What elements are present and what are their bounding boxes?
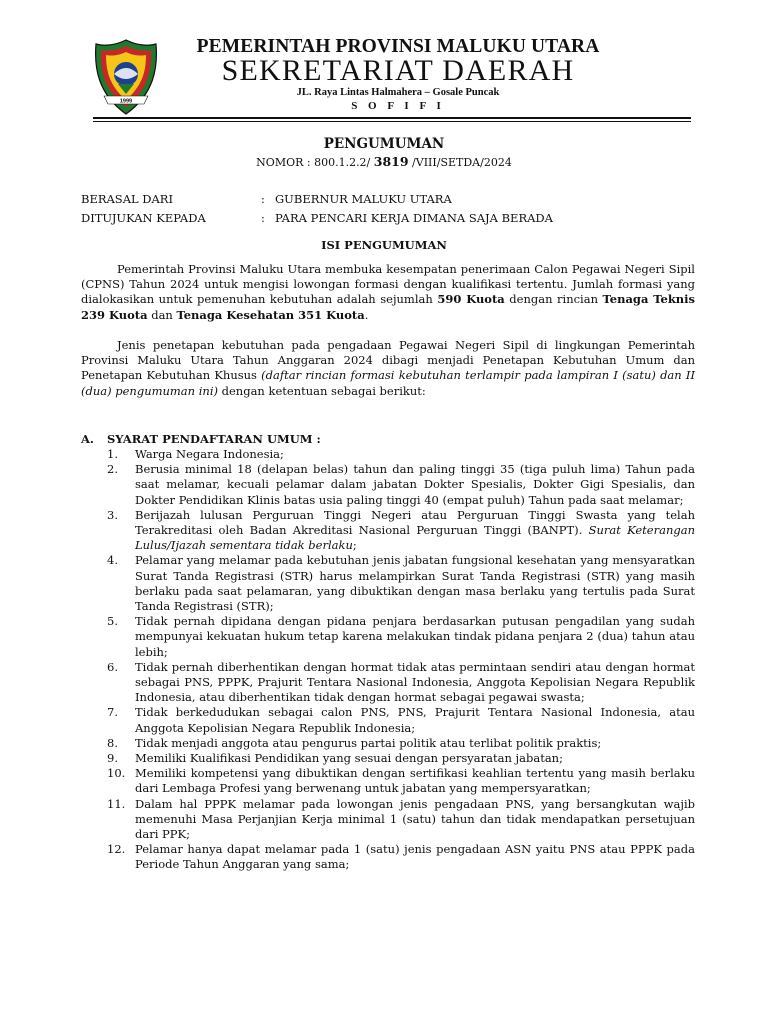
list-item	[81, 736, 695, 751]
letterhead-city: S O F I F I	[351, 100, 445, 112]
section-a-heading	[81, 432, 321, 446]
item-number: 3.	[107, 507, 118, 522]
meta-sep: :	[261, 211, 265, 225]
item-text: Pelamar yang melamar pada kebutuhan jenis jabatan fungsional kesehatan yang mensyaratkan Surat Tanda Registrasi (STR) harus melampirkan Surat Tanda Registrasi (STR) yang masih berlaku pada saat pelamaran, yang dibuktikan dengan masa berlaku yang tertulis pada Surat Tanda Registrasi (STR);	[135, 553, 695, 614]
nomor-number: 3819	[373, 154, 409, 169]
meta-key: BERASAL DARI	[81, 192, 174, 206]
item-number: 10.	[107, 766, 126, 781]
item-number: 4.	[107, 553, 118, 568]
emblem-year: 1999	[119, 98, 133, 105]
list-item	[81, 766, 695, 796]
item-text: Pelamar hanya dapat melamar pada 1 (satu) jenis pengadaan ASN yaitu PNS atau PPPK pada Periode Tahun Anggaran yang sama;	[135, 842, 695, 872]
item-text: Memiliki kompetensi yang dibuktikan dengan sertifikasi keahlian tertentu yang masih berlaku dari Lembaga Profesi yang berwenang untuk jabatan yang mempersyaratkan;	[135, 766, 695, 796]
letterhead-government: PEMERINTAH PROVINSI MALUKU UTARA	[196, 36, 600, 57]
document-number	[0, 154, 768, 169]
para1-text: dan	[147, 307, 177, 322]
list-item	[81, 447, 695, 462]
para1-text: .	[364, 307, 369, 322]
item-number: 6.	[107, 659, 118, 674]
list-item	[81, 462, 695, 508]
list-item	[81, 751, 695, 766]
letterhead-rule-thick	[93, 117, 691, 119]
para2-text: Jenis penetapan kebutuhan pada pengadaan Pegawai Negeri Sipil di lingkungan Pemerintah Provinsi Maluku Utara Tahun Anggaran 2024 dibagi menjadi Penetapan Kebutuhan Umum dan Penetapan Kebutuhan Khusus	[81, 338, 695, 383]
item-number: 7.	[107, 705, 118, 720]
meta-key: DITUJUKAN KEPADA	[81, 211, 206, 225]
letterhead-rule-thin	[93, 121, 691, 122]
content-heading: ISI PENGUMUMAN	[321, 238, 447, 252]
list-item	[81, 553, 695, 614]
letterhead-office: SEKRETARIAT DAERAH	[221, 54, 575, 87]
provincial-emblem-icon	[94, 38, 158, 116]
para1-text: dengan rincian	[504, 292, 603, 307]
list-item	[81, 508, 695, 554]
meta-value: PARA PENCARI KERJA DIMANA SAJA BERADA	[275, 211, 553, 225]
item-number: 2.	[107, 462, 118, 477]
para2-text: dengan ketentuan sebagai berikut:	[217, 383, 426, 398]
section-label: SYARAT PENDAFTARAN UMUM :	[107, 432, 321, 446]
section-letter: A.	[81, 432, 94, 446]
nomor-suffix: /VIII/SETDA/2024	[408, 156, 512, 169]
item-number: 8.	[107, 735, 118, 750]
paragraph-intro	[81, 262, 695, 323]
document-title: PENGUMUMAN	[323, 136, 445, 152]
para1-technical-quota: Tenaga Teknis 239 Kuota	[81, 292, 696, 322]
item-number: 5.	[107, 614, 118, 629]
item-text: Berijazah lulusan Perguruan Tinggi Negeri atau Perguruan Tinggi Swasta yang telah Terakreditasi oleh Badan Akreditasi Nasional Perguruan Tinggi (BANPT).	[135, 507, 695, 538]
list-item	[81, 660, 695, 706]
nomor-prefix: NOMOR : 800.1.2.2/	[256, 156, 374, 169]
item-number: 11.	[107, 796, 126, 811]
item-number: 12.	[107, 842, 126, 857]
list-item	[81, 705, 695, 735]
item-text-tail: ;	[352, 538, 357, 553]
letterhead-address: JL. Raya Lintas Halmahera – Gosale Puncak	[296, 87, 500, 98]
item-text: Berusia minimal 18 (delapan belas) tahun dan paling tinggi 35 (tiga puluh lima) Tahun pada saat melamar, kecuali pelamar dalam jabatan Dokter Spesialis, Dokter Gigi Spesialis, dan Dokter Pendidikan Klinis batas usia paling tinggi 40 (empat puluh) Tahun pada saat melamar;	[135, 462, 695, 507]
list-item	[81, 797, 695, 843]
item-text: Warga Negara Indonesia;	[135, 447, 284, 461]
item-text: Dalam hal PPPK melamar pada lowongan jenis pengadaan PNS, yang bersangkutan wajib memenuhi Masa Perjanjian Kerja minimal 1 (satu) tahun dan tidak mendapatkan persetujuan dari PPK;	[135, 796, 695, 842]
meta-row-to	[81, 211, 553, 225]
item-text: Tidak pernah diberhentikan dengan hormat tidak atas permintaan sendiri atau dengan hormat sebagai PNS, PPPK, Prajurit Tentara Nasional Indonesia, Anggota Kepolisian Negara Republik Indonesia, atau diberhentikan tidak dengan hormat sebagai pegawai swasta;	[135, 659, 695, 705]
item-text: Tidak menjadi anggota atau pengurus partai politik atau terlibat politik praktis;	[135, 735, 602, 750]
para1-total-quota: 590 Kuota	[437, 292, 505, 307]
item-number: 1.	[107, 447, 118, 461]
para1-health-quota: Tenaga Kesehatan 351 Kuota	[176, 307, 365, 322]
item-italic-note: Surat Keterangan Lulus/Ijazah sementara tidak berlaku	[135, 523, 695, 553]
meta-sep: :	[261, 192, 265, 206]
item-text: Tidak berkedudukan sebagai calon PNS, PNS, Prajurit Tentara Nasional Indonesia, atau Anggota Kepolisian Negara Republik Indonesia;	[135, 705, 695, 735]
list-item	[81, 842, 695, 872]
item-text: Tidak pernah dipidana dengan pidana penjara berdasarkan putusan pengadilan yang sudah mempunyai kekuatan hukum tetap karena melakukan tindak pidana penjara 2 (dua) tahun atau lebih;	[135, 614, 695, 659]
item-number: 9.	[107, 751, 118, 766]
paragraph-types	[81, 338, 695, 399]
para1-text: Pemerintah Provinsi Maluku Utara membuka kesempatan penerimaan Calon Pegawai Negeri Sipil (CPNS) Tahun 2024 untuk mengisi lowongan formasi dengan kualifikasi tertentu. Jumlah formasi yang dialokasikan untuk pemenuhan kebutuhan adalah sejumlah	[81, 262, 695, 307]
meta-value: GUBERNUR MALUKU UTARA	[275, 192, 452, 206]
meta-row-from	[81, 192, 452, 206]
item-text: Memiliki Kualifikasi Pendidikan yang sesuai dengan persyaratan jabatan;	[135, 751, 563, 766]
list-item	[81, 614, 695, 660]
para2-italic-note: (daftar rincian formasi kebutuhan terlampir pada lampiran I (satu) dan II (dua) pengumuman ini)	[81, 368, 695, 398]
requirements-list	[81, 447, 695, 873]
